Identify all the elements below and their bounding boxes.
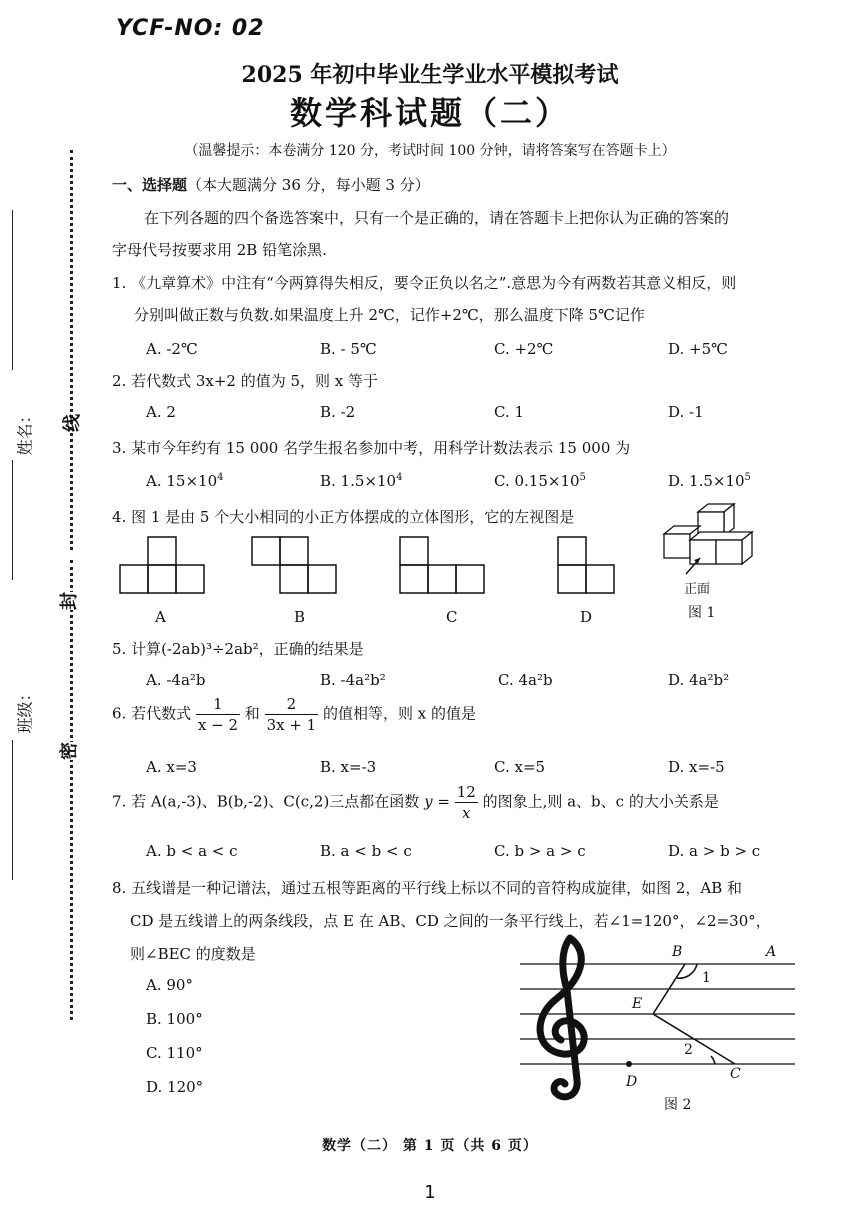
q8-figure2-staff [515, 930, 805, 1120]
q4-figure1-front-label: 正面 [684, 582, 711, 597]
q2-option-c: C. 1 [494, 403, 525, 421]
q3-option-b-exp: 4 [396, 472, 403, 483]
q8-figure-angle-1: 1 [702, 970, 711, 986]
page-number: 1 [424, 1182, 436, 1203]
q7-frac-den: x [462, 804, 471, 822]
q2-option-a: A. 2 [146, 403, 176, 421]
q6-option-c: C. x=5 [494, 758, 546, 776]
page-footer: 数学（二） 第 1 页（共 6 页） [322, 1138, 538, 1154]
q8-figure-angle-2: 2 [684, 1042, 693, 1058]
q3-option-a [146, 472, 224, 490]
section-heading [112, 174, 430, 195]
q6-frac2-num: 2 [265, 694, 319, 715]
q7-option-a: A. b < a < c [146, 842, 238, 860]
q8-figure-label-a: A [766, 944, 777, 960]
binding-char-feng: 封 [55, 592, 81, 610]
q6-frac1-num: 1 [196, 694, 240, 715]
q6-frac1-den: x − 2 [197, 716, 238, 734]
q5-option-a: A. -4a²b [146, 671, 206, 689]
q5-option-c: C. 4a²b [498, 671, 553, 689]
q8-stem-line2: CD 是五线谱上的两条线段，点 E 在 AB、CD 之间的一条平行线上，若∠1=120°，∠2=30°， [130, 912, 771, 930]
student-name-line-upper [12, 210, 13, 370]
q3-option-c-exp: 5 [579, 472, 586, 483]
q8-figure-label-e: E [632, 996, 643, 1012]
q1-option-d: D. +5℃ [668, 340, 728, 358]
q8-stem-line3: 则∠BEC 的度数是 [130, 945, 256, 963]
student-name-label: 姓名： [15, 407, 35, 456]
q2-option-d: D. -1 [668, 403, 704, 421]
q7-stem-post: 的图象上,则 a、b、c 的大小关系是 [482, 792, 719, 811]
q3-option-c [494, 472, 586, 490]
binding-char-xian: 线 [62, 414, 83, 432]
q1-option-a: A. -2℃ [146, 340, 198, 358]
q8-figure-label-c: C [730, 1066, 741, 1082]
q5-option-b: B. -4a²b² [320, 671, 386, 689]
q3-option-a-exp: 4 [217, 472, 224, 483]
q2-stem: 2. 若代数式 3x+2 的值为 5，则 x 等于 [112, 372, 379, 390]
q3-option-c-base: C. 0.15×10 [494, 472, 580, 490]
q6-frac2-den: 3x + 1 [266, 716, 317, 734]
q7-option-c: C. b > a > c [494, 842, 586, 860]
q8-option-b: B. 100° [146, 1010, 203, 1028]
q6-option-b: B. x=-3 [320, 758, 377, 776]
q6-stem-post: 的值相等，则 x 的值是 [323, 704, 476, 723]
q5-stem: 5. 计算(-2ab)³÷2ab²，正确的结果是 [112, 640, 364, 658]
binding-line-lower [70, 560, 73, 1020]
q4-figure1-caption: 图 1 [688, 605, 716, 621]
q8-stem-line1: 8. 五线谱是一种记谱法，通过五根等距离的平行线上标以不同的音符构成旋律，如图 2，AB 和 [112, 879, 743, 897]
q7-func-lhs: y = [424, 792, 450, 811]
q4-option-c-label: C [446, 608, 458, 626]
q6-option-d: D. x=-5 [668, 758, 725, 776]
q7-stem-pre: 7. 若 A(a,-3)、B(b,-2)、C(c,2)三点都在函数 [112, 792, 420, 811]
binding-char-mi: 密 [55, 742, 81, 760]
q6-stem-pre: 6. 若代数式 [112, 704, 192, 723]
student-class-label: 班级： [15, 685, 35, 734]
q3-option-b-base: B. 1.5×10 [320, 472, 397, 490]
q7-stem [112, 782, 719, 823]
student-name-line [12, 460, 13, 580]
q4-option-d-figure [556, 535, 618, 597]
paper-code: YCF-NO: 02 [116, 16, 265, 41]
q7-option-d: D. a > b > c [668, 842, 761, 860]
q7-frac-num: 12 [456, 783, 476, 801]
q6-stem [112, 694, 476, 735]
q6-fraction-2 [265, 694, 319, 735]
exam-subject-title: 数学科试题（二） [289, 94, 570, 132]
q7-function-fraction [455, 782, 478, 823]
q4-option-a-figure [118, 535, 208, 597]
q4-option-b-label: B [294, 608, 306, 626]
q8-figure-label-b: B [672, 944, 683, 960]
q4-option-b-figure [250, 535, 340, 597]
q7-option-b: B. a < b < c [320, 842, 412, 860]
q1-stem-line2: 分别叫做正数与负数.如果温度上升 2℃，记作+2℃，那么温度下降 5℃记作 [134, 306, 645, 324]
q8-figure-label-d: D [626, 1074, 638, 1090]
q1-option-b: B. - 5℃ [320, 340, 377, 358]
q4-option-d-label: D [580, 608, 593, 626]
q8-option-a: A. 90° [146, 976, 193, 994]
q1-option-c: C. +2℃ [494, 340, 554, 358]
q3-option-d [668, 472, 751, 490]
q4-option-c-figure [398, 535, 488, 597]
q6-fraction-1 [196, 694, 240, 735]
binding-line-upper [70, 150, 73, 550]
exam-hint: （温馨提示：本卷满分 120 分，考试时间 100 分钟，请将答案写在答题卡上） [184, 143, 676, 159]
q3-option-d-base: D. 1.5×10 [668, 472, 745, 490]
student-class-line [12, 740, 13, 880]
section-instruction-line1: 在下列各题的四个备选答案中，只有一个是正确的，请在答题卡上把你认为正确的答案的 [144, 209, 730, 227]
q3-option-a-base: A. 15×10 [146, 472, 218, 490]
section-heading-title: 一、选择题 [112, 176, 188, 194]
q8-option-c: C. 110° [146, 1044, 203, 1062]
section-heading-note: （本大题满分 36 分，每小题 3 分） [187, 176, 430, 194]
q4-figure1-cubes [660, 498, 760, 578]
q6-option-a: A. x=3 [146, 758, 197, 776]
section-instruction-line2: 字母代号按要求用 2B 铅笔涂黑. [112, 241, 327, 259]
q4-option-a-label: A [155, 608, 166, 626]
q2-option-b: B. -2 [320, 403, 356, 421]
q3-option-d-exp: 5 [744, 472, 751, 483]
q3-option-b [320, 472, 402, 490]
exam-title: 2025 年初中毕业生学业水平模拟考试 [241, 62, 619, 88]
q8-option-d: D. 120° [146, 1078, 204, 1096]
q8-figure2-caption: 图 2 [664, 1097, 692, 1113]
q5-option-d: D. 4a²b² [668, 671, 730, 689]
q4-stem: 4. 图 1 是由 5 个大小相同的小正方体摆成的立体图形，它的左视图是 [112, 508, 575, 526]
q3-stem: 3. 某市今年约有 15 000 名学生报名参加中考，用科学计数法表示 15 000 为 [112, 439, 631, 457]
q6-stem-mid: 和 [244, 704, 260, 723]
q1-stem-line1: 1. 《九章算术》中注有“今两算得失相反，要令正负以名之”.意思为今有两数若其意义相反，则 [112, 274, 737, 292]
